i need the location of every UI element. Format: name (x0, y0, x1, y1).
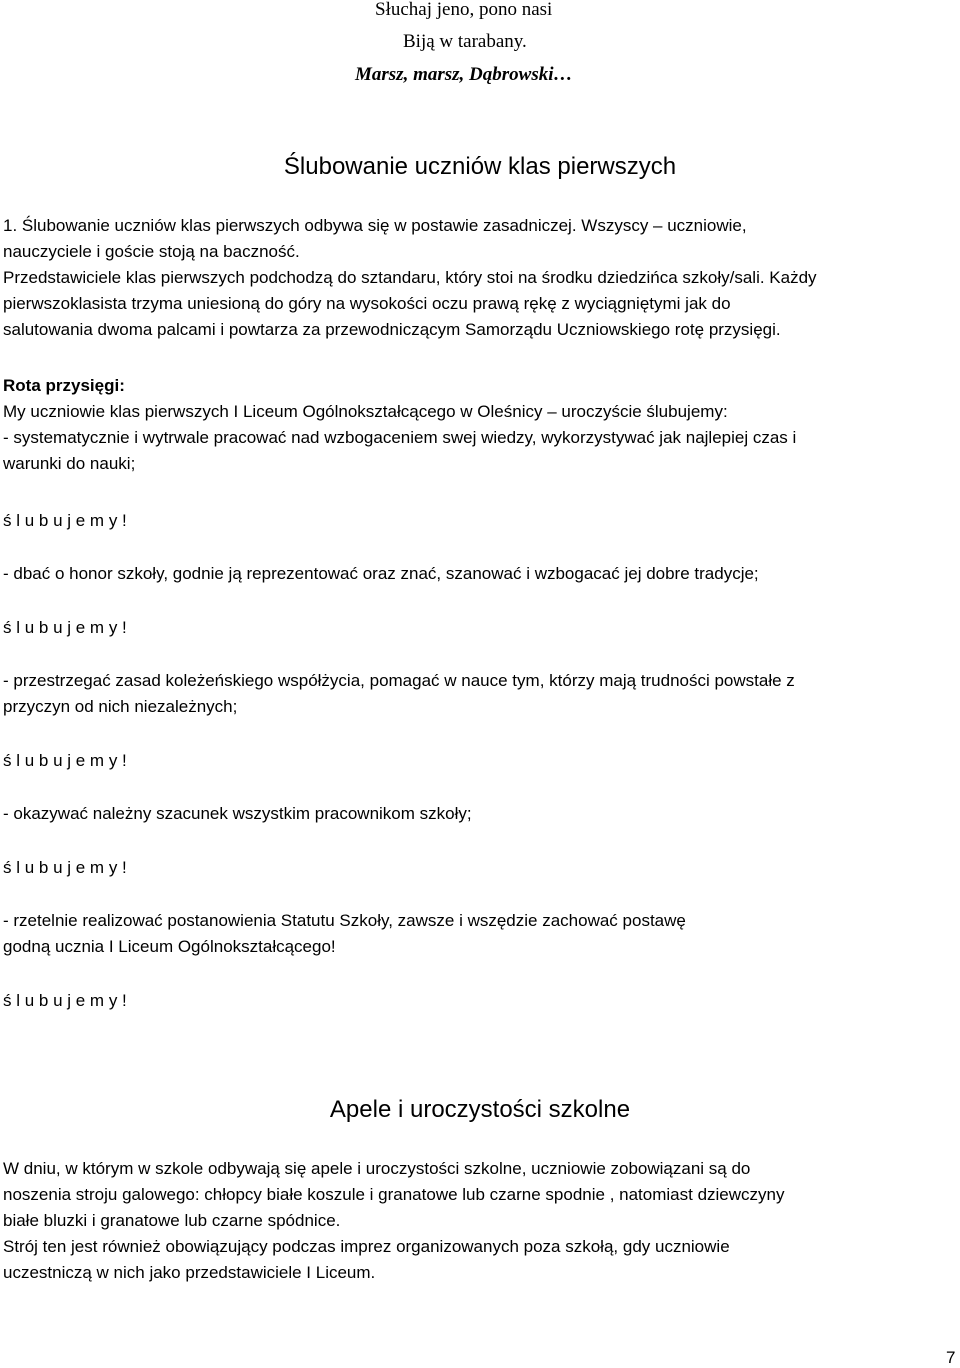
pledge-response: ś l u b u j e m y ! (3, 991, 127, 1010)
oath-label: Rota przysięgi: (3, 376, 125, 395)
pledge-item-text: godną ucznia I Liceum Ogólnokształcącego! (3, 937, 336, 956)
intro-line: 1. Ślubowanie uczniów klas pierwszych odbywa się w postawie zasadniczej. Wszyscy – uczniowie, (3, 216, 747, 235)
pledge-item-text: - okazywać należny szacunek wszystkim pracownikom szkoły; (3, 804, 472, 823)
poem-line-3: Marsz, marsz, Dąbrowski… (355, 64, 573, 85)
pledge-item-text: - dbać o honor szkoły, godnie ją reprezentować oraz znać, szanować i wzbogacać jej dobre tradycje; (3, 564, 759, 583)
intro-line: salutowania dwoma palcami i powtarza za przewodniczącym Samorządu Uczniowskiego rotę przysięgi. (3, 320, 781, 339)
assemblies-paragraph (3, 1156, 953, 1286)
pledge-item (3, 801, 953, 827)
pledge-item (3, 668, 953, 720)
poem-line-2: Biją w tarabany. (403, 31, 527, 52)
pledge-response: ś l u b u j e m y ! (3, 751, 127, 770)
intro-line: pierwszoklasista trzyma uniesioną do góry na wysokości oczu prawą rękę z wyciągniętymi jak do (3, 294, 731, 313)
pledge-item-text: warunki do nauki; (3, 454, 136, 473)
pledge-item-text: - przestrzegać zasad koleżeńskiego współżycia, pomagać w nauce tym, którzy mają trudności powstałe z (3, 671, 795, 690)
pledge-response: ś l u b u j e m y ! (3, 511, 127, 530)
oath-intro-paragraph (3, 213, 953, 343)
pledge-item (3, 908, 953, 960)
pledge-item-text: przyczyn od nich niezależnych; (3, 697, 238, 716)
assemblies-line: noszenia stroju galowego: chłopcy białe koszule i granatowe lub czarne spodnie , natomiast dziewczyny (3, 1185, 785, 1204)
section-title-oath: Ślubowanie uczniów klas pierwszych (283, 153, 677, 180)
oath-opening: My uczniowie klas pierwszych I Liceum Ogólnokształcącego w Oleśnicy – uroczyście ślubujemy: (3, 402, 728, 421)
pledge-item-text: - systematycznie i wytrwale pracować nad wzbogaceniem swej wiedzy, wykorzystywać jak najlepiej czas i (3, 428, 797, 447)
section-title-assemblies: Apele i uroczystości szkolne (329, 1096, 631, 1123)
pledge-response: ś l u b u j e m y ! (3, 858, 127, 877)
assemblies-line: Strój ten jest również obowiązujący podczas imprez organizowanych poza szkołą, gdy uczniowie (3, 1237, 730, 1256)
assemblies-line: uczestniczą w nich jako przedstawiciele I Liceum. (3, 1263, 376, 1282)
assemblies-line: W dniu, w którym w szkole odbywają się apele i uroczystości szkolne, uczniowie zobowiązani są do (3, 1159, 751, 1178)
pledge-item (3, 561, 953, 587)
assemblies-line: białe bluzki i granatowe lub czarne spódnice. (3, 1211, 341, 1230)
pledge-response: ś l u b u j e m y ! (3, 618, 127, 637)
page-number: 7 (946, 1348, 956, 1367)
pledge-item-text: - rzetelnie realizować postanowienia Statutu Szkoły, zawsze i wszędzie zachować postawę (3, 911, 686, 930)
poem-line-1: Słuchaj jeno, pono nasi (375, 0, 553, 20)
oath-block (3, 373, 953, 477)
intro-line: Przedstawiciele klas pierwszych podchodzą do sztandaru, który stoi na środku dziedzińca szkoły/sali. Każdy (3, 268, 817, 287)
intro-line: nauczyciele i goście stoją na baczność. (3, 242, 300, 261)
